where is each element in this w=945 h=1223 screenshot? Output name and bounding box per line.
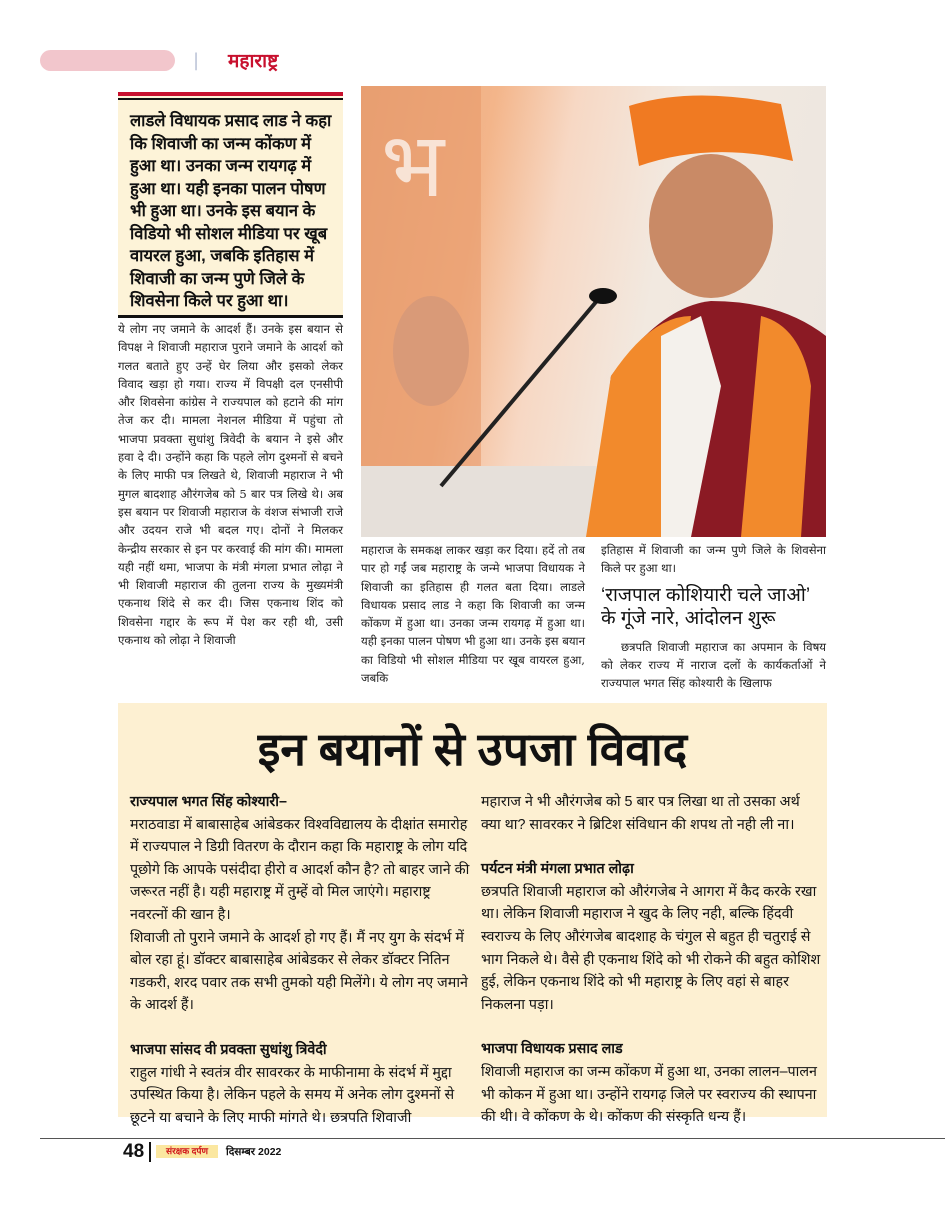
statement-heading: भाजपा सांसद वी प्रवक्ता सुधांशु त्रिवेदी (130, 1041, 327, 1058)
statement-text: राहुल गांधी ने स्वतंत्र वीर सावरकर के माफीनामा के संदर्भ में मुद्दा उपस्थित किया है। लेकिन पहले के समय में अनेक लोग दुश्मनों से छूटने या बचाने के लिए माफी मांगते थे। छत्रपति शिवाजी (130, 1064, 455, 1126)
quote-bottom-rule (118, 315, 343, 318)
statement-heading: पर्यटन मंत्री मंगला प्रभात लोढ़ा (481, 861, 634, 878)
page-number: 48 (123, 1141, 145, 1162)
pull-quote (118, 92, 343, 318)
quote-rule-red (118, 92, 343, 96)
magazine-logo-text: संरक्षक दर्पण (165, 1146, 209, 1156)
article-subheading: ‘राजपाल कोशियारी चले जाओ’ के गूंजे नारे, आंदोलन शुरू (601, 584, 810, 629)
box-column-left (130, 791, 470, 1151)
footer-rule (40, 1138, 945, 1139)
statements-box (118, 703, 827, 1126)
box-column-right (481, 791, 821, 1151)
header-separator: | (193, 50, 200, 71)
article-column-3 (601, 541, 826, 692)
issue-date: दिसम्बर 2022 (226, 1146, 282, 1158)
article-text: छत्रपति शिवाजी महाराज का अपमान के विषय को लेकर राज्य में नाराज दलों के कार्यकर्ताओं ने राज्यपाल भगत सिंह कोश्यारी के खिलाफ (601, 639, 826, 691)
box-title: इन बयानों से उपजा विवाद (257, 723, 688, 775)
svg-text:भ: भ (381, 113, 445, 218)
statement-text: मराठवाडा में बाबासाहेब आंबेडकर विश्वविद्यालय के दीक्षांत समारोह में राज्यपाल ने डिग्री वितरण के दौरान कहा कि महाराष्ट्र के लोग यदि पूछोगे कि आपके पसंदीदा हीरो व आदर्श कौन है? तो बाहर जाने की जरूरत नहीं है। यही महाराष्ट्र में तुम्हें वो मिल जाएंगे। महाराष्ट्र नवरत्नों की खान है। (130, 816, 470, 923)
magazine-logo (156, 1145, 218, 1158)
statement-text: शिवाजी तो पुराने जमाने के आदर्श हो गए हैं। मैं नए युग के संदर्भ में बोल रहा हूं। डॉक्टर बाबासाहेब आंबेडकर से लेकर डॉक्टर नितिन गडकरी, शरद पवार तक सभी तुमको यही मिलेंगे। ये लोग नए जमाने के आदर्श हैं। (130, 929, 468, 1014)
statement-heading: भाजपा विधायक प्रसाद लाड (481, 1041, 623, 1058)
section-title: महाराष्ट्र (228, 50, 279, 72)
statement-text: शिवाजी महाराज का जन्म कोंकण में हुआ था, उनका लालन–पालन भी कोकन में हुआ था। उन्होंने रायगढ़ जिले पर स्वराज्य की स्थापना की थी। वे कोंकण के थे। कोंकण की संस्कृति धन्य हैं। (481, 1063, 817, 1126)
footer-divider (149, 1142, 151, 1162)
header-pill (40, 50, 175, 71)
pull-quote-text: लाडले विधायक प्रसाद लाड ने कहा कि शिवाजी का जन्म कोंकण में हुआ था। उनका जन्म रायगढ़ में हुआ था। यही इनका पालन पोषण भी हुआ था। उनके इस बयान के विडियो भी सोशल मीडिया पर खूब वायरल हुआ, जबकि इतिहास में शिवाजी का जन्म पुणे जिले के शिवसेना किले पर हुआ था। (130, 112, 332, 310)
speaker-illustration (361, 86, 826, 537)
article-text: इतिहास में शिवाजी का जन्म पुणे जिले के शिवसेना किले पर हुआ था। (601, 543, 826, 576)
article-text: ये लोग नए जमाने के आदर्श हैं। उनके इस बयान से विपक्ष ने शिवाजी महाराज पुराने जमाने के आदर्श को गलत बताते हुए उन्हें घेर लिया और इसको लेकर विवाद खड़ा हो गया। राज्य में विपक्षी दल एनसीपी और शिवसेना कांग्रेस ने राज्यपाल को हटाने की मांग तेज कर दी। मामला नेशनल मीडिया में पहुंचा तो भाजपा प्रवक्ता सुधांशु त्रिवेदी के बयान ने इसे और हवा दे दी। उन्होंने कहा कि पहले लोग दुश्मनों से बचने के लिए माफी पत्र लिखते थे, शिवाजी महाराज ने भी मुगल बादशाह औरंगजेब को 5 बार पत्र लिखे थे। अब इस बयान पर शिवाजी महाराज के वंशज संभाजी राजे और उदयन राजे भी बदल गए। दोनों ने मिलकर केन्द्रीय सरकार से इन पर करवाई की मांग की। मामला यही नहीं थमा, भाजपा के मंत्री मंगला प्रभात लोढ़ा ने भी शिवाजी महाराज की तुलना राज्य के मुख्यमंत्री एकनाथ शिंदे से कर दी। जिस एकनाथ शिंद को शिवसेना गद्दार के रूप में पेश कर रही थी, उसी एकनाथ को लोढ़ा ने शिवाजी (118, 322, 343, 648)
article-column-2 (361, 541, 585, 687)
statement-heading: राज्यपाल भगत सिंह कोश्यारी– (130, 794, 287, 810)
article-column-1 (118, 320, 343, 649)
statement-text: छत्रपति शिवाजी महाराज को औरंगजेब ने आगरा में कैद करके रखा था। लेकिन शिवाजी महाराज ने खुद के लिए नही, बल्कि हिंदवी स्वराज्य के लिए औरंगजेब बादशाह के चंगुल से बहुत ही चतुराई से भाग निकले थे। वैसे ही एकनाथ शिंदे को भी रोकने की बहुत कोशिश हुई, लेकिन एकनाथ शिंदे को भी महाराष्ट्र के लिए वहां से बाहर निकलना पड़ा। (481, 883, 821, 1013)
statement-text: महाराज ने भी औरंगजेब को 5 बार पत्र लिखा था तो उसका अर्थ क्या था? सावरकर ने ब्रिटिश संविधान की शपथ तो नही ली ना। (481, 794, 800, 833)
article-text: महाराज के समकक्ष लाकर खड़ा कर दिया। हदें तो तब पार हो गईं जब महाराष्ट्र के जन्मे भाजपा विधायक ने शिवाजी का इतिहास ही गलत बता दिया। लाडले विधायक प्रसाद लाड ने कहा कि शिवाजी का जन्म कोंकण में हुआ था। उनका जन्म रायगढ़ में हुआ था। यही इनका पालन पोषण भी हुआ था। उनके इस बयान का विडियो भी सोशल मीडिया पर खूब वायरल हुआ, जबकि (361, 543, 585, 686)
speaker-photo (361, 86, 826, 537)
